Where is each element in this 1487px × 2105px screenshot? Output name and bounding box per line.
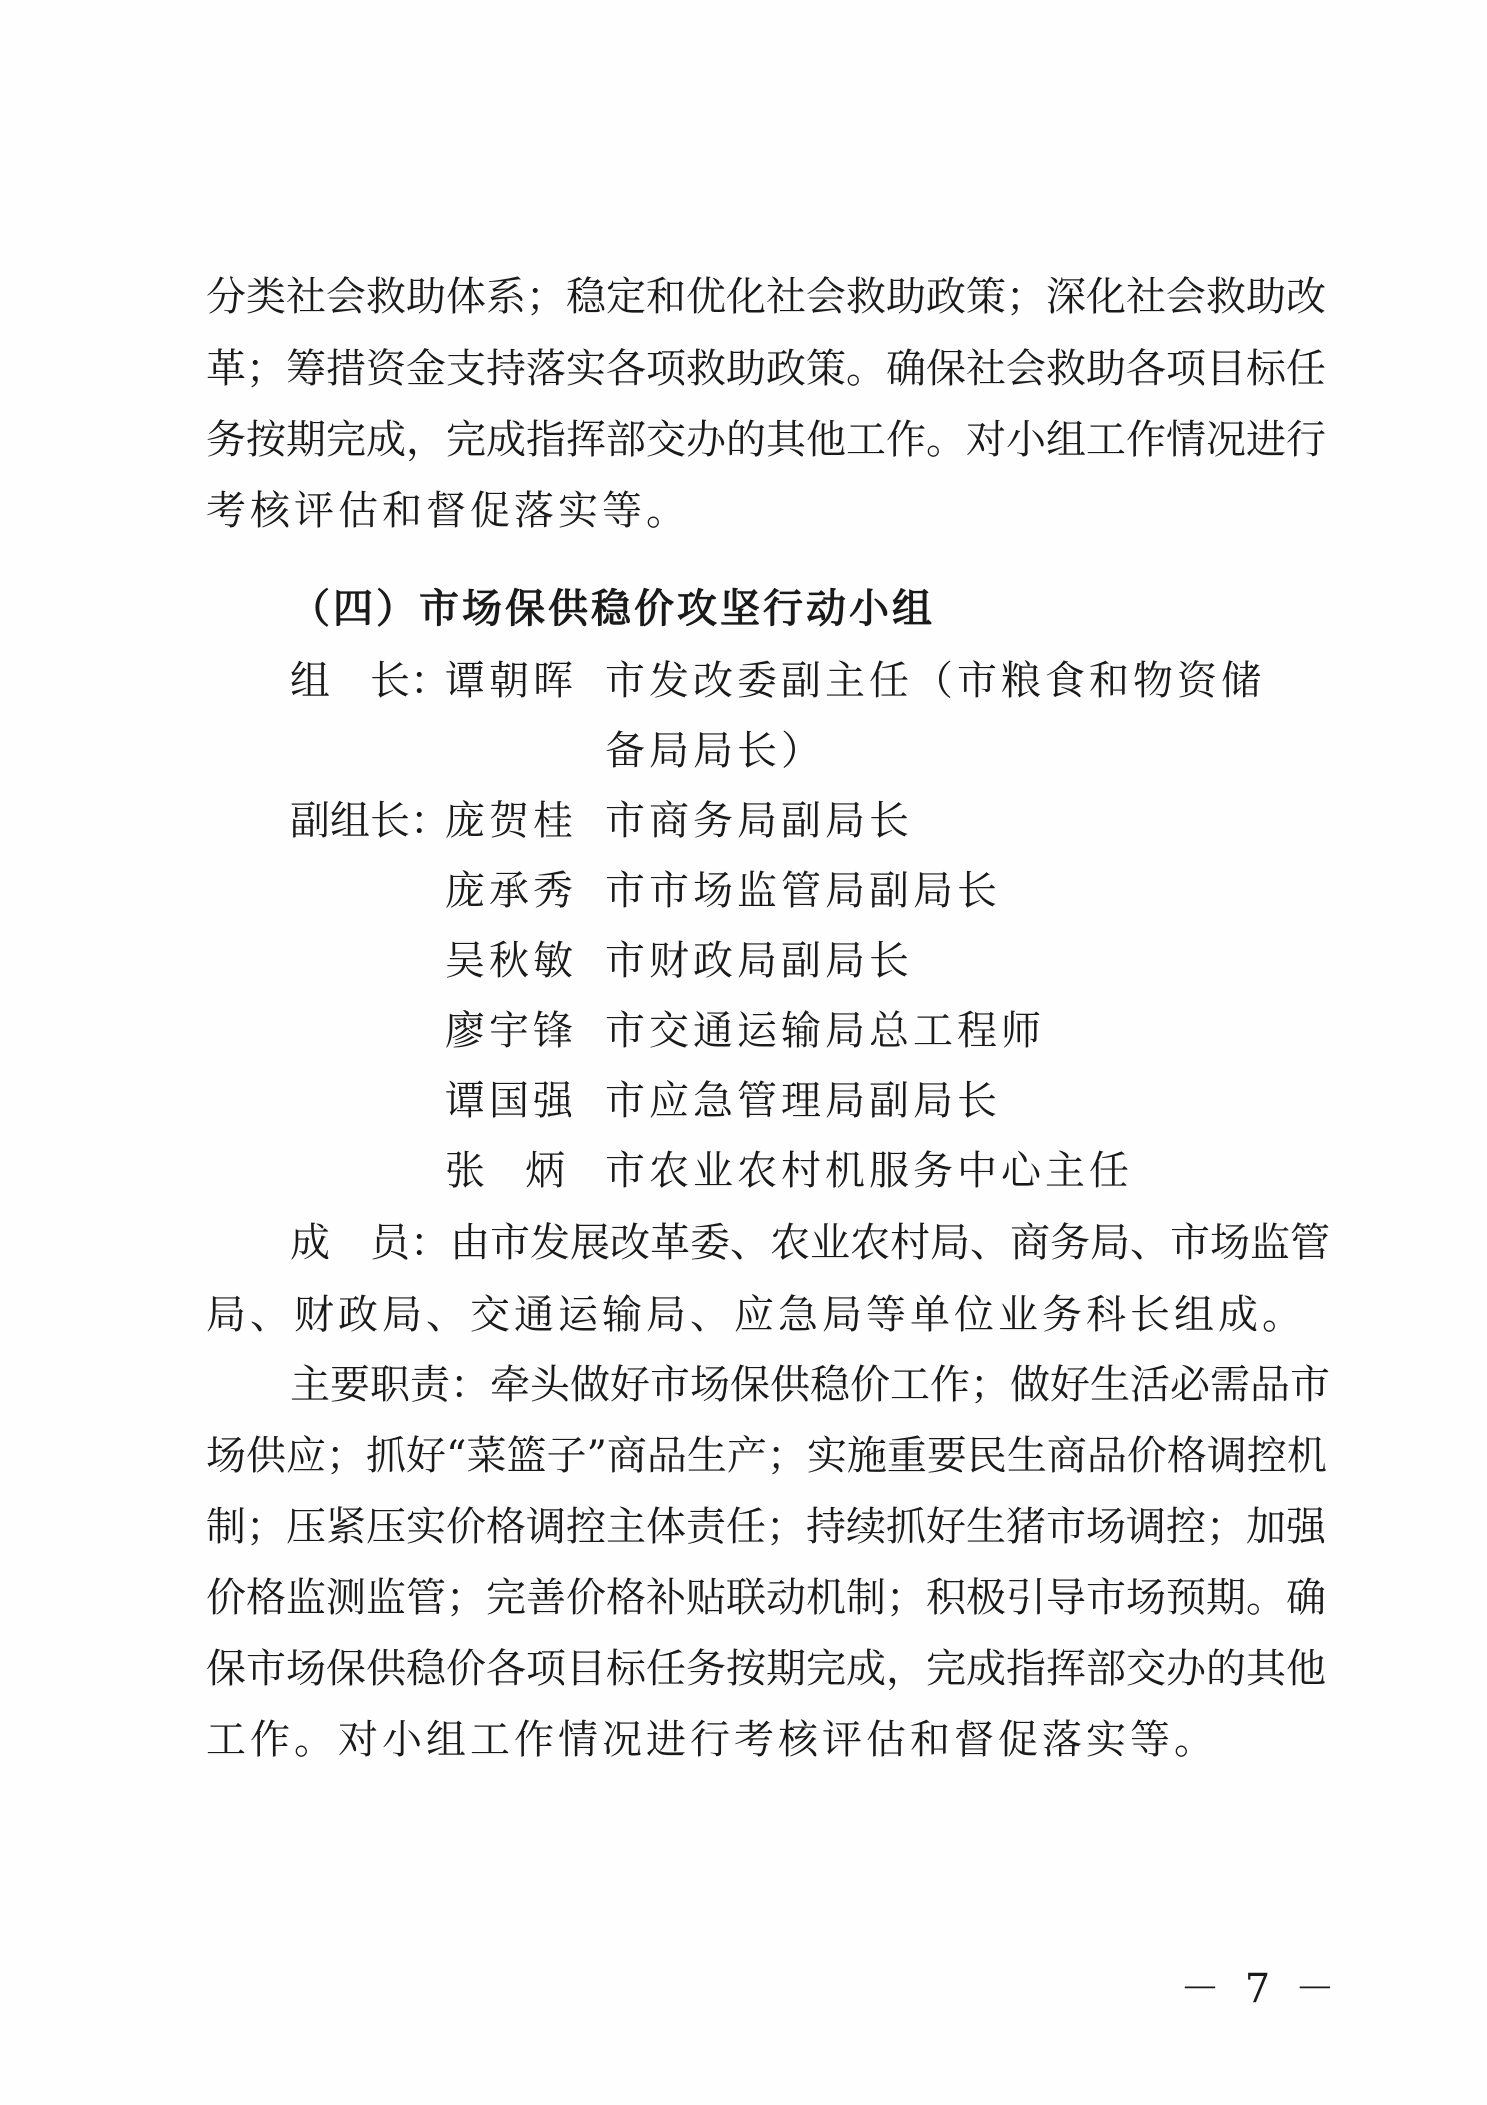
duties-line: 工作。对小组工作情况进行考核评估和督促落实等。 (206, 1717, 1218, 1763)
deputy-name: 庞贺桂 (445, 798, 577, 844)
leader-name: 谭朝晖 (445, 658, 577, 704)
deputy-name: 谭国强 (445, 1078, 577, 1124)
paragraph-line: 分类社会救助体系；稳定和优化社会救助政策；深化社会救助改 (206, 274, 1326, 320)
deputy-name: 吴秋敏 (445, 938, 577, 984)
deputy-title: 市商务局副局长 (605, 798, 913, 844)
leader-role-label (290, 656, 450, 706)
paragraph-line: 务按期完成，完成指挥部交办的其他工作。对小组工作情况进行 (206, 417, 1326, 463)
deputy-title: 市市场监管局副局长 (605, 868, 1001, 914)
members-line1: 成 员：由市发展改革委、农业农村局、商务局、市场监管 (290, 1220, 1330, 1266)
deputy-name: 张 炳 (445, 1148, 565, 1194)
leader-title-line1: 市发改委副主任（市粮食和物资储 (605, 658, 1265, 704)
duties-line: 保市场保供稳价各项目标任务按期完成，完成指挥部交办的其他 (206, 1646, 1326, 1692)
page-number: － 7 － (1180, 1966, 1341, 2012)
deputy-role: 副组长： (290, 798, 450, 844)
deputy-role-label (290, 796, 450, 846)
deputy-title: 市农业农村机服务中心主任 (605, 1148, 1133, 1194)
duties-line: 制；压紧压实价格调控主体责任；持续抓好生猪市场调控；加强 (206, 1504, 1326, 1550)
deputy-name: 庞承秀 (445, 868, 577, 914)
duties-line: 主要职责：牵头做好市场保供稳价工作；做好生活必需品市 (290, 1362, 1330, 1408)
paragraph-line: 考核评估和督促落实等。 (206, 488, 690, 534)
section-heading: （四）市场保供稳价攻坚行动小组 (290, 586, 935, 632)
leader-role: 组 长： (290, 658, 450, 704)
members-line2: 局、财政局、交通运输局、应急局等单位业务科长组成。 (206, 1292, 1306, 1338)
duties-line: 价格监测监管；完善价格补贴联动机制；积极引导市场预期。确 (206, 1575, 1326, 1621)
deputy-title: 市财政局副局长 (605, 938, 913, 984)
duties-line: 场供应；抓好“菜篮子”商品生产；实施重要民生商品价格调控机 (206, 1433, 1327, 1479)
deputy-title: 市应急管理局副局长 (605, 1078, 1001, 1124)
deputy-name: 廖宇锋 (445, 1008, 577, 1054)
leader-title-line2: 备局局长） (605, 728, 825, 774)
paragraph-line: 革；筹措资金支持落实各项救助政策。确保社会救助各项目标任 (206, 346, 1326, 392)
deputy-name-wrapper (445, 1146, 565, 1196)
deputy-title: 市交通运输局总工程师 (605, 1008, 1045, 1054)
